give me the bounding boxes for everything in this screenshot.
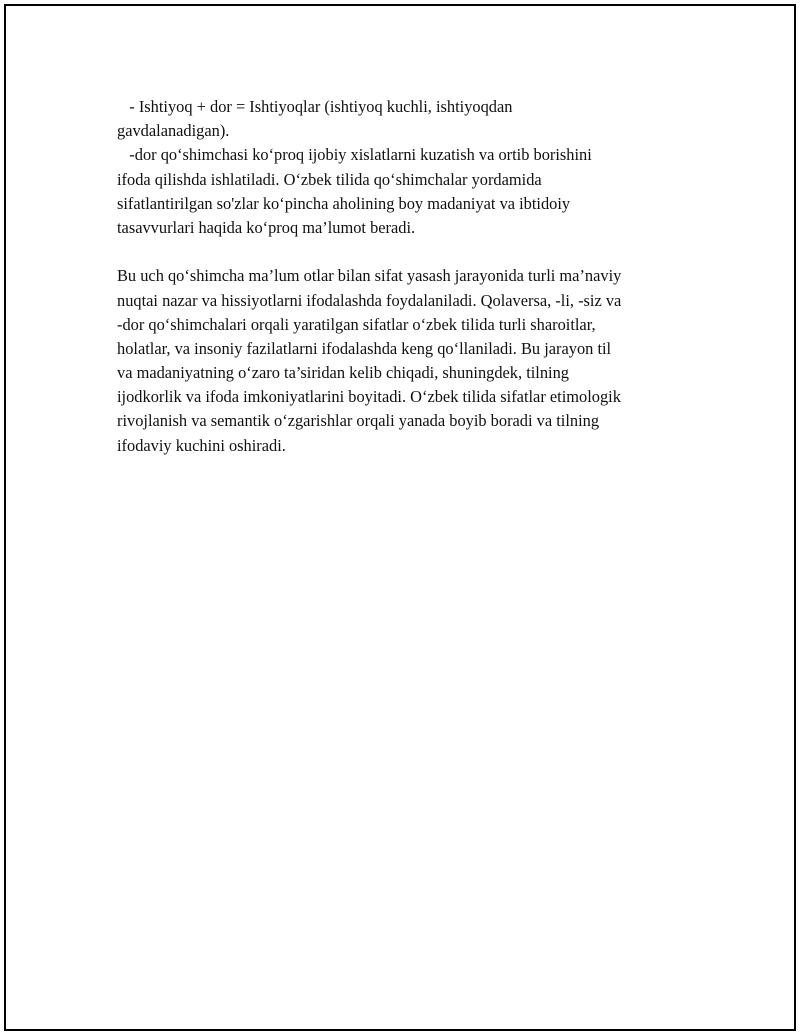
text-line: -dor qo‘shimchalari orqali yaratilgan sifatlar o‘zbek tilida turli sharoitlar, xyxy=(117,314,596,334)
text-line: ijodkorlik va ifoda imkoniyatlarini boyitadi. O‘zbek tilida sifatlar etimologik xyxy=(117,387,621,407)
text-line: Bu uch qo‘shimcha ma’lum otlar bilan sifat yasash jarayonida turli ma’naviy xyxy=(117,266,622,286)
paragraph-spacer xyxy=(117,240,707,264)
text-line: ifodaviy kuchini oshiradi. xyxy=(117,435,286,455)
text-line: tasavvurlari haqida ko‘proq ma’lumot beradi. xyxy=(117,217,416,237)
text-line: sifatlantirilgan so'zlar ko‘pincha aholining boy madaniyat va ibtidoiy xyxy=(117,193,571,213)
text-line: -dor qo‘shimchasi ko‘proq ijobiy xislatlarni kuzatish va ortib borishini xyxy=(117,145,592,165)
text-line: nuqtai nazar va hissiyotlarni ifodalashda foydalaniladi. Qolaversa, -li, -siz va xyxy=(117,290,622,310)
paragraph-block-1 xyxy=(117,95,707,240)
text-line: va madaniyatning o‘zaro ta’siridan kelib chiqadi, shuningdek, tilning xyxy=(117,363,569,383)
document-body xyxy=(117,95,707,458)
text-line: rivojlanish va semantik o‘zgarishlar orqali yanada boyib boradi va tilning xyxy=(117,411,600,431)
paragraph-block-2 xyxy=(117,264,707,458)
text-line: gavdalanadigan). xyxy=(117,121,230,141)
text-line: holatlar, va insoniy fazilatlarni ifodalashda keng qo‘llaniladi. Bu jarayon til xyxy=(117,338,612,358)
text-line: ifoda qilishda ishlatiladi. O‘zbek tilida qo‘shimchalar yordamida xyxy=(117,169,542,189)
text-line: - Ishtiyoq + dor = Ishtiyoqlar (ishtiyoq kuchli, ishtiyoqdan xyxy=(117,97,513,116)
